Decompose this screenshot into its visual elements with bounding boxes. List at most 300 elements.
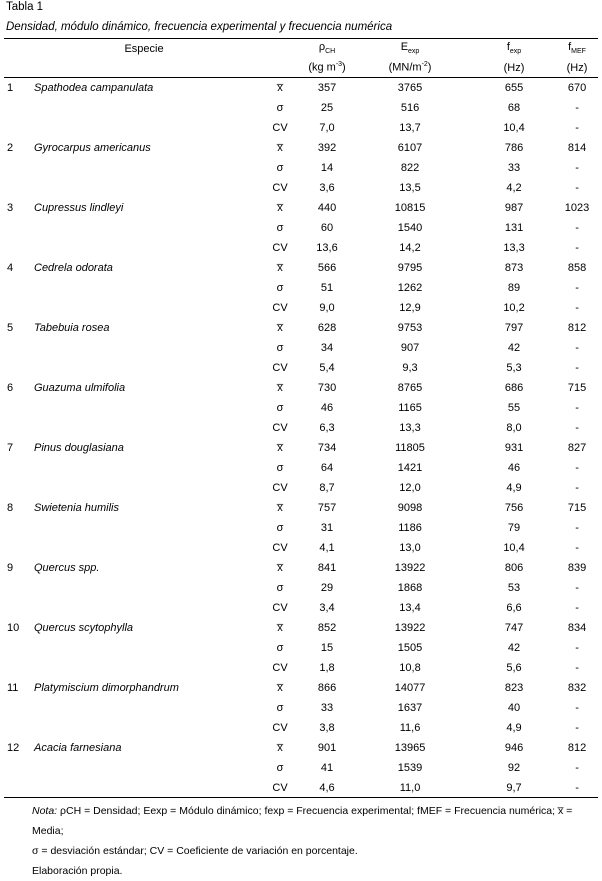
table-row (4, 558, 598, 578)
species-number (4, 238, 34, 258)
stat-label: σ (276, 702, 284, 714)
fexp-cell: 873 (504, 262, 524, 274)
fexp-cell: 747 (504, 622, 524, 634)
fexp-cell: 10,2 (503, 302, 525, 314)
table-row (4, 98, 598, 118)
fexp-cell: 53 (507, 582, 521, 594)
unit-rho: (kg $m^{-3}$) (306, 58, 348, 78)
table-title: Tabla 1 (6, 1, 44, 13)
modulus-cell: 6107 (397, 142, 423, 154)
stat-label: x̅ (277, 262, 283, 274)
modulus-cell: 14,2 (399, 242, 421, 254)
species-name: Swietenia humilis (34, 502, 119, 514)
density-cell: 5,4 (319, 362, 335, 374)
fmef-cell: - (575, 362, 579, 374)
stat-label: CV (272, 242, 288, 254)
species-number (4, 458, 34, 478)
stat-label: σ (276, 342, 284, 354)
stat-label: x̅ (277, 502, 283, 514)
stat-label: σ (276, 222, 284, 234)
stat-label: σ (276, 102, 284, 114)
table-row (4, 738, 598, 758)
note-line-2: σ = desviación estándar; CV = Coeficiente de variación en porcentaje. (32, 845, 358, 857)
species-number: 10 (7, 622, 20, 634)
species-name: Guazuma ulmifolia (34, 382, 126, 394)
modulus-cell: 13922 (394, 622, 426, 634)
species-number: 7 (7, 442, 14, 454)
species-name: Quercus scytophylla (34, 622, 134, 634)
table-row (4, 158, 598, 178)
species-name: Cupressus lindleyi (34, 202, 124, 214)
species-number (4, 478, 34, 498)
modulus-cell: 1165 (398, 402, 422, 414)
header-rho: $\rho_{CH}$ (306, 39, 348, 59)
species-name (34, 338, 254, 358)
species-name (34, 98, 254, 118)
modulus-cell: 13,5 (399, 182, 421, 194)
species-number (4, 698, 34, 718)
species-name: Quercus spp. (34, 562, 100, 574)
fexp-cell: 79 (507, 522, 521, 534)
table-row (4, 718, 598, 738)
modulus-cell: 516 (400, 102, 420, 114)
fexp-cell: 987 (504, 202, 524, 214)
species-name: Tabebuia rosea (34, 322, 110, 334)
fmef-cell: 858 (567, 262, 587, 274)
fexp-cell: 4,2 (506, 182, 522, 194)
stat-label: CV (272, 602, 288, 614)
fmef-cell: - (575, 722, 579, 734)
density-cell: 440 (317, 202, 337, 214)
species-number (4, 98, 34, 118)
species-number (4, 638, 34, 658)
table-row (4, 398, 598, 418)
stat-label: σ (276, 582, 284, 594)
density-cell: 51 (320, 282, 334, 294)
modulus-cell: 14077 (394, 682, 426, 694)
modulus-cell: 11,6 (399, 722, 421, 734)
species-number (4, 418, 34, 438)
density-cell: 46 (320, 402, 334, 414)
fexp-cell: 823 (504, 682, 524, 694)
stat-label: σ (276, 642, 284, 654)
density-cell: 25 (320, 102, 334, 114)
species-name (34, 398, 254, 418)
species-name (34, 518, 254, 538)
table-row (4, 418, 598, 438)
table-row (4, 358, 598, 378)
stat-label: x̅ (277, 382, 283, 394)
fmef-cell: 670 (567, 82, 587, 94)
species-name (34, 218, 254, 238)
species-name (34, 758, 254, 778)
fexp-cell: 806 (504, 562, 524, 574)
fexp-cell: 5,3 (506, 362, 522, 374)
species-name: Pinus douglasiana (34, 442, 124, 454)
species-name (34, 718, 254, 738)
species-name (34, 478, 254, 498)
note-line-3: Elaboración propia. (32, 865, 123, 877)
species-number (4, 298, 34, 318)
modulus-cell: 11,0 (348, 778, 472, 798)
species-name (34, 458, 254, 478)
fexp-cell: 33 (507, 162, 521, 174)
fexp-cell: 5,6 (506, 662, 522, 674)
species-number (4, 658, 34, 678)
table-note (32, 801, 602, 881)
species-name (34, 418, 254, 438)
modulus-cell: 13,3 (399, 422, 421, 434)
modulus-cell: 822 (400, 162, 420, 174)
fmef-cell: - (575, 582, 579, 594)
fexp-cell: 4,9 (506, 482, 522, 494)
fmef-cell: 834 (567, 622, 587, 634)
species-name (34, 698, 254, 718)
density-cell: 60 (320, 222, 334, 234)
fmef-cell: - (575, 342, 579, 354)
modulus-cell: 1505 (397, 642, 423, 654)
species-number (4, 518, 34, 538)
species-name: Platymiscium dimorphandrum (34, 682, 179, 694)
stat-label: x̅ (277, 442, 283, 454)
density-cell: 34 (320, 342, 334, 354)
fmef-cell: 812 (567, 322, 587, 334)
stat-label: CV (272, 122, 288, 134)
species-name (34, 178, 254, 198)
unit-fmef: (Hz) (556, 58, 598, 78)
stat-label: σ (276, 762, 284, 774)
table-row (4, 198, 598, 218)
fmef-cell: - (575, 422, 579, 434)
density-cell: 33 (320, 702, 334, 714)
stat-label: CV (272, 182, 288, 194)
density-cell: 730 (317, 382, 337, 394)
fexp-cell: 55 (507, 402, 521, 414)
fexp-cell: 10,4 (503, 542, 525, 554)
fexp-cell: 42 (507, 642, 521, 654)
unit-e: $(MN/m^{-2})$ (348, 58, 472, 78)
fmef-cell: - (575, 182, 579, 194)
fexp-cell: 756 (504, 502, 524, 514)
table-row (4, 138, 598, 158)
species-number (4, 338, 34, 358)
species-name (34, 578, 254, 598)
density-cell: 8,7 (319, 482, 335, 494)
table-row (4, 318, 598, 338)
fexp-cell: 686 (504, 382, 524, 394)
species-name (34, 358, 254, 378)
species-number (4, 718, 34, 738)
fmef-cell: 715 (567, 502, 587, 514)
fexp-cell: 68 (507, 102, 521, 114)
species-name (34, 638, 254, 658)
species-name (34, 298, 254, 318)
density-cell: 6,3 (319, 422, 335, 434)
fmef-cell: - (575, 642, 579, 654)
modulus-cell: 12,9 (399, 302, 421, 314)
species-number: 1 (7, 82, 14, 94)
fexp-cell: 946 (504, 742, 524, 754)
species-number: 12 (7, 742, 20, 754)
species-number: 2 (7, 142, 14, 154)
fexp-cell: 9,7 (472, 778, 556, 798)
density-cell: 14 (320, 162, 334, 174)
fmef-cell: - (575, 462, 579, 474)
fmef-cell: 839 (567, 562, 587, 574)
fexp-cell: 6,6 (506, 602, 522, 614)
units-row (4, 58, 598, 78)
fmef-cell: - (575, 122, 579, 134)
species-number: 11 (7, 682, 19, 694)
species-name (34, 598, 254, 618)
table-row (4, 498, 598, 518)
stat-label: CV (272, 542, 288, 554)
unit-fexp: (Hz) (472, 58, 556, 78)
table-row (4, 778, 598, 798)
species-name (34, 778, 254, 798)
table-row (4, 218, 598, 238)
table-caption: Densidad, módulo dinámico, frecuencia experimental y frecuencia numérica (6, 21, 393, 33)
table-row (4, 538, 598, 558)
species-number (4, 578, 34, 598)
fexp-cell: 797 (504, 322, 524, 334)
species-number (4, 118, 34, 138)
modulus-cell: 13965 (394, 742, 426, 754)
modulus-cell: 1186 (398, 522, 422, 534)
fmef-cell: 1023 (564, 202, 590, 214)
species-number (4, 398, 34, 418)
density-cell: 4,1 (319, 542, 335, 554)
density-cell: 13,6 (316, 242, 338, 254)
fmef-cell: - (575, 762, 579, 774)
table-row (4, 758, 598, 778)
species-name (34, 158, 254, 178)
species-number (4, 778, 34, 798)
table-row (4, 438, 598, 458)
fmef-cell: - (575, 102, 579, 114)
species-number: 4 (7, 262, 14, 274)
fexp-cell: 13,3 (503, 242, 525, 254)
fexp-cell: 92 (507, 762, 521, 774)
fexp-cell: 131 (504, 222, 524, 234)
species-number (4, 598, 34, 618)
density-cell: 3,4 (319, 602, 335, 614)
species-name: Gyrocarpus americanus (34, 142, 151, 154)
species-number: 5 (7, 322, 14, 334)
density-cell: 392 (317, 142, 337, 154)
modulus-cell: 13,0 (399, 542, 421, 554)
table-row (4, 638, 598, 658)
fmef-cell: 715 (567, 382, 587, 394)
modulus-cell: 13,7 (399, 122, 421, 134)
modulus-cell: 10815 (394, 202, 426, 214)
species-name (34, 278, 254, 298)
fmef-cell: - (575, 542, 579, 554)
modulus-cell: 9795 (397, 262, 423, 274)
density-cell: 29 (320, 582, 334, 594)
density-cell: 852 (317, 622, 337, 634)
density-cell: 3,8 (319, 722, 335, 734)
fmef-cell: - (575, 662, 579, 674)
density-cell: 4,6 (306, 778, 348, 798)
stat-label: σ (276, 282, 284, 294)
stat-label: CV (272, 662, 288, 674)
density-cell: 64 (320, 462, 334, 474)
fexp-cell: 8,0 (506, 422, 522, 434)
density-cell: 757 (317, 502, 337, 514)
modulus-cell: 9753 (397, 322, 423, 334)
species-name (34, 658, 254, 678)
species-number (4, 158, 34, 178)
table-row (4, 458, 598, 478)
stat-label: x̅ (277, 562, 283, 574)
header-row (4, 39, 598, 59)
stat-label: x̅ (277, 622, 283, 634)
modulus-cell: 11805 (395, 442, 425, 454)
species-name (34, 238, 254, 258)
stat-label: CV (272, 362, 288, 374)
density-cell: 41 (320, 762, 334, 774)
species-number (4, 278, 34, 298)
density-cell: 1,8 (319, 662, 335, 674)
table-row (4, 278, 598, 298)
table-row (4, 118, 598, 138)
table-row (4, 338, 598, 358)
stat-label: σ (276, 462, 284, 474)
fexp-cell: 655 (504, 82, 524, 94)
stat-label: x̅ (277, 322, 283, 334)
fmef-cell: 827 (567, 442, 587, 454)
modulus-cell: 9,3 (402, 362, 418, 374)
modulus-cell: 13922 (394, 562, 426, 574)
stat-label: CV (272, 422, 288, 434)
fexp-cell: 4,9 (506, 722, 522, 734)
data-table (4, 38, 598, 798)
table-row (4, 658, 598, 678)
species-number (4, 178, 34, 198)
table-row (4, 678, 598, 698)
stat-label: x̅ (277, 142, 283, 154)
species-number: 9 (7, 562, 14, 574)
table-row (4, 478, 598, 498)
fmef-cell: - (556, 778, 598, 798)
species-number (4, 358, 34, 378)
stat-label: σ (276, 522, 284, 534)
species-number (4, 758, 34, 778)
density-cell: 15 (320, 642, 334, 654)
header-e: $E_{exp}$ (348, 39, 472, 59)
modulus-cell: 1868 (397, 582, 423, 594)
table-row (4, 78, 598, 99)
header-fmef: $f_{MEF}$ (556, 39, 598, 59)
density-cell: 734 (317, 442, 337, 454)
stat-label: x̅ (277, 202, 283, 214)
fmef-cell: - (575, 242, 579, 254)
density-cell: 3,6 (319, 182, 335, 194)
fexp-cell: 10,4 (503, 122, 525, 134)
species-name: Acacia farnesiana (34, 742, 122, 754)
stat-label: CV (272, 482, 288, 494)
modulus-cell: 3765 (397, 82, 423, 94)
modulus-cell: 10,8 (399, 662, 421, 674)
species-number (4, 538, 34, 558)
fexp-cell: 46 (507, 462, 521, 474)
density-cell: 357 (317, 82, 337, 94)
fmef-cell: - (575, 162, 579, 174)
modulus-cell: 1262 (397, 282, 423, 294)
table-row (4, 378, 598, 398)
species-number: 3 (7, 202, 14, 214)
fmef-cell: - (575, 402, 579, 414)
table-row (4, 178, 598, 198)
fexp-cell: 931 (504, 442, 524, 454)
density-cell: 31 (320, 522, 334, 534)
fexp-cell: 42 (507, 342, 521, 354)
modulus-cell: 9098 (397, 502, 423, 514)
fmef-cell: 812 (567, 742, 587, 754)
species-name (34, 538, 254, 558)
fmef-cell: - (575, 302, 579, 314)
stat-label: x̅ (277, 82, 283, 94)
stat-label: σ (276, 402, 284, 414)
table-row (4, 238, 598, 258)
species-number: 8 (7, 502, 14, 514)
fmef-cell: - (575, 522, 579, 534)
density-cell: 628 (317, 322, 337, 334)
table-row (4, 578, 598, 598)
fmef-cell: 832 (567, 682, 587, 694)
fmef-cell: - (575, 282, 579, 294)
stat-label: CV (272, 722, 288, 734)
fexp-cell: 89 (507, 282, 521, 294)
stat-label: x̅ (277, 742, 283, 754)
stat-label: CV (254, 778, 306, 798)
modulus-cell: 8765 (397, 382, 423, 394)
density-cell: 7,0 (319, 122, 335, 134)
note-line-1: Nota: ρCH = Densidad; Eexp = Módulo dinámico; fexp = Frecuencia experimental; fMEF = Frecuencia numérica; x̅ = Media; (32, 805, 573, 837)
table-row (4, 698, 598, 718)
species-number: 6 (7, 382, 14, 394)
table-row (4, 298, 598, 318)
modulus-cell: 907 (400, 342, 420, 354)
modulus-cell: 1637 (397, 702, 423, 714)
fmef-cell: - (575, 602, 579, 614)
fmef-cell: - (575, 482, 579, 494)
fmef-cell: 814 (567, 142, 587, 154)
density-cell: 866 (317, 682, 337, 694)
fmef-cell: - (575, 222, 579, 234)
modulus-cell: 1540 (397, 222, 423, 234)
density-cell: 901 (317, 742, 337, 754)
species-name (34, 118, 254, 138)
density-cell: 9,0 (319, 302, 335, 314)
fexp-cell: 786 (504, 142, 524, 154)
table-row (4, 518, 598, 538)
modulus-cell: 13,4 (399, 602, 421, 614)
modulus-cell: 1539 (397, 762, 423, 774)
modulus-cell: 1421 (397, 462, 423, 474)
stat-label: σ (276, 162, 284, 174)
table-row (4, 618, 598, 638)
density-cell: 841 (317, 562, 337, 574)
stat-label: x̅ (277, 682, 283, 694)
fmef-cell: - (575, 702, 579, 714)
species-name: Spathodea campanulata (34, 82, 154, 94)
table-row (4, 598, 598, 618)
modulus-cell: 12,0 (399, 482, 421, 494)
density-cell: 566 (317, 262, 337, 274)
header-fexp: $f_{exp}$ (472, 39, 556, 59)
